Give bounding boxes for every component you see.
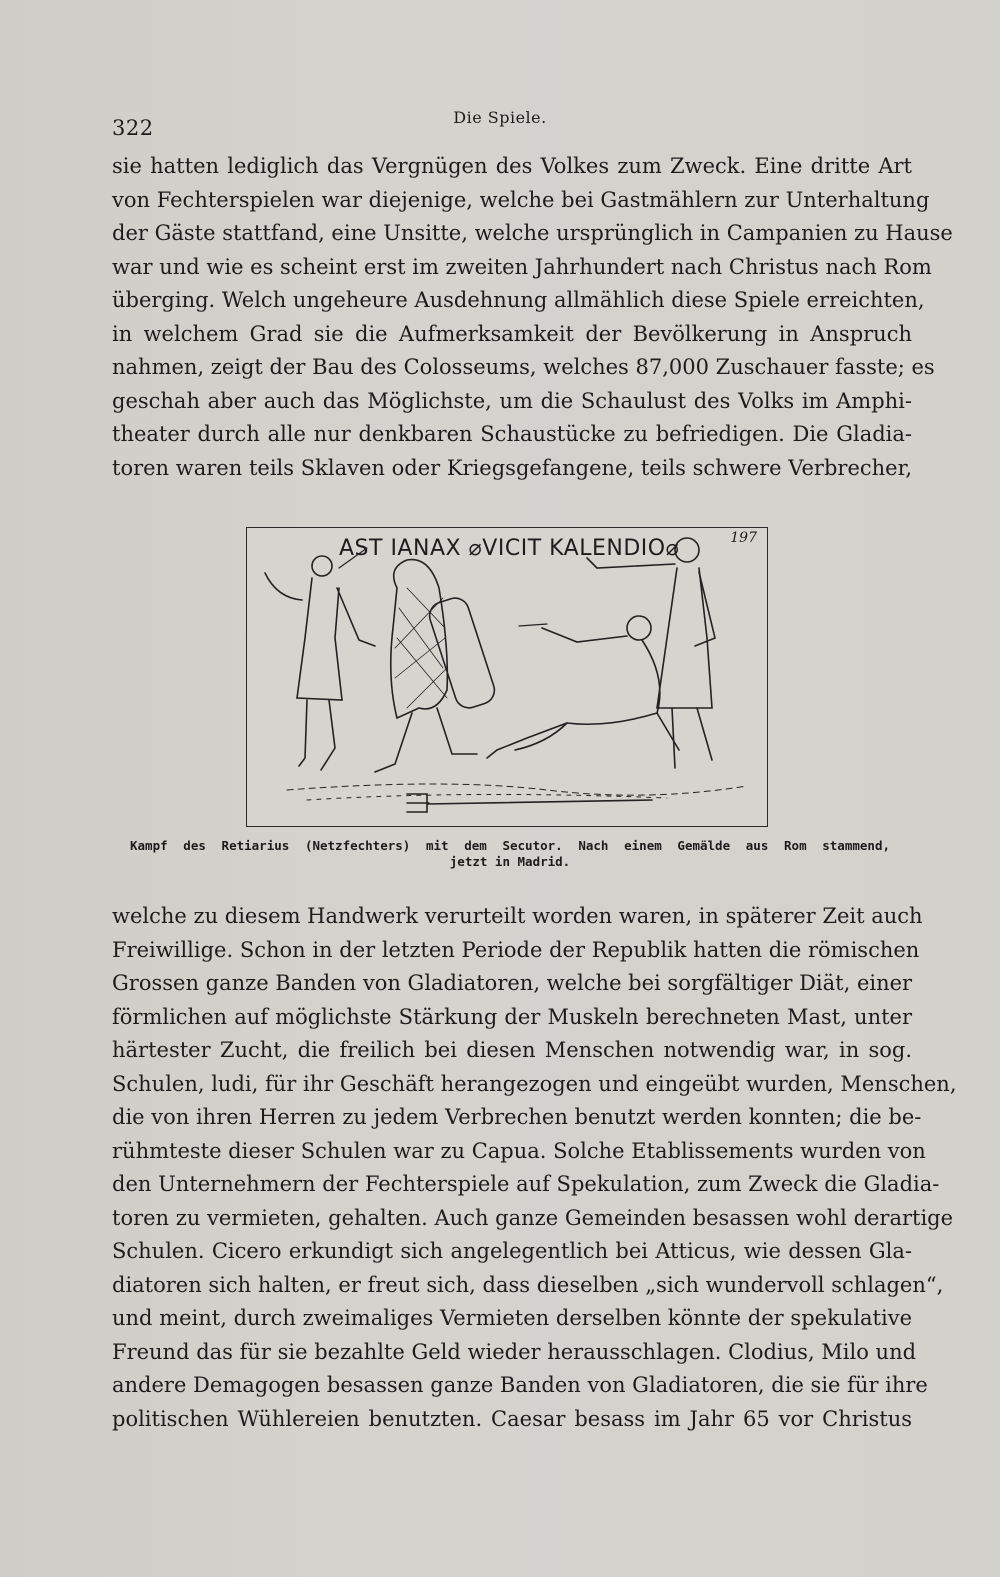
text-line: überging. Welch ungeheure Ausdehnung allmählich diese Spiele erreichten, [112,288,925,312]
running-title: Die Spiele. [453,108,547,127]
text-line: geschah aber auch das Möglichste, um die Schaulust des Volks im Amphi- [112,388,912,413]
figure-number: 197 [730,530,757,546]
fallen-figure [487,616,679,758]
text-line: den Unternehmern der Fechterspiele auf Spekulation, zum Zweck die Gladia- [112,1172,940,1196]
text-line: welche zu diesem Handwerk verurteilt worden waren, in späterer Zeit auch [112,904,923,928]
right-figure [587,538,715,768]
text-line: Grossen ganze Banden von Gladiatoren, welche bei sorgfältiger Diät, einer [112,971,913,995]
text-line: war und wie es scheint erst im zweiten Jahrhundert nach Christus nach Rom [112,254,932,279]
figure-caption [130,838,890,870]
text-line: in welchem Grad sie die Aufmerksamkeit der Bevölkerung in Anspruch [112,321,912,346]
text-line: nahmen, zeigt der Bau des Colosseums, welches 87,000 Zuschauer fasste; es [112,355,935,379]
ground-line [287,784,747,795]
text-line: toren waren teils Sklaven oder Kriegsgefangene, teils schwere Verbrecher, [112,455,912,480]
page-number: 322 [112,116,154,140]
text-line: Schulen, ludi, für ihr Geschäft herangezogen und eingeübt wurden, Menschen, [112,1071,957,1096]
text-line: die von ihren Herren zu jedem Verbrechen benutzt werden konnten; die be- [112,1105,922,1129]
text-line: Schulen. Cicero erkundigt sich angelegentlich bei Atticus, wie dessen Gla- [112,1239,912,1263]
text-line: der Gäste stattfand, eine Unsitte, welche ursprünglich in Campanien zu Hause [112,221,953,245]
text-line: theater durch alle nur denkbaren Schaustücke zu befriedigen. Die Gladia- [112,422,912,446]
text-line: diatoren sich halten, er freut sich, dass dieselben „sich wundervoll schlagen“, [112,1272,944,1297]
text-line: toren zu vermieten, gehalten. Auch ganze Gemeinden besassen wohl derartige [112,1205,954,1230]
left-figure [265,548,375,770]
caption-line: Kampf des Retiarius (Netzfechters) mit dem Secutor. Nach einem Gemälde aus Rom stammend, [130,838,890,853]
text-line: und meint, durch zweimaliges Vermieten derselben könnte der spekulative [112,1306,912,1330]
text-line: Freund das für sie bezahlte Geld wieder herausschlagen. Clodius, Milo und [112,1339,917,1364]
paragraph-2 [112,900,957,1436]
gladiator-illustration [246,527,768,827]
paragraph-1 [112,150,953,485]
text-line: andere Demagogen besassen ganze Banden von Gladiatoren, die sie für ihre [112,1373,928,1397]
ground-line [307,794,667,800]
shield-icon [426,595,498,712]
text-line: härtester Zucht, die freilich bei diesen Menschen notwendig war, in sog. [112,1038,912,1062]
fresco-inscription: AST IANAX ⌀VICIT KALENDIO⌀ [339,536,680,561]
text-line: förmlichen auf möglichste Stärkung der Muskeln berechneten Mast, unter [112,1004,912,1029]
text-line: von Fechterspielen war diejenige, welche bei Gastmählern zur Unterhaltung [112,187,930,212]
text-line: rühmteste dieser Schulen war zu Capua. Solche Etablissements wurden von [112,1138,926,1163]
text-line: sie hatten lediglich das Vergnügen des Volkes zum Zweck. Eine dritte Art [112,154,912,178]
dagger-icon [519,624,547,626]
caption-line: jetzt in Madrid. [449,854,571,869]
trident-icon [407,794,652,812]
secutor-figure [375,560,498,772]
illustration-drawing [247,528,769,828]
text-line: Freiwillige. Schon in der letzten Periode der Republik hatten die römischen [112,937,920,962]
text-line: politischen Wühlereien benutzten. Caesar besass im Jahr 65 vor Christus [112,1406,912,1431]
